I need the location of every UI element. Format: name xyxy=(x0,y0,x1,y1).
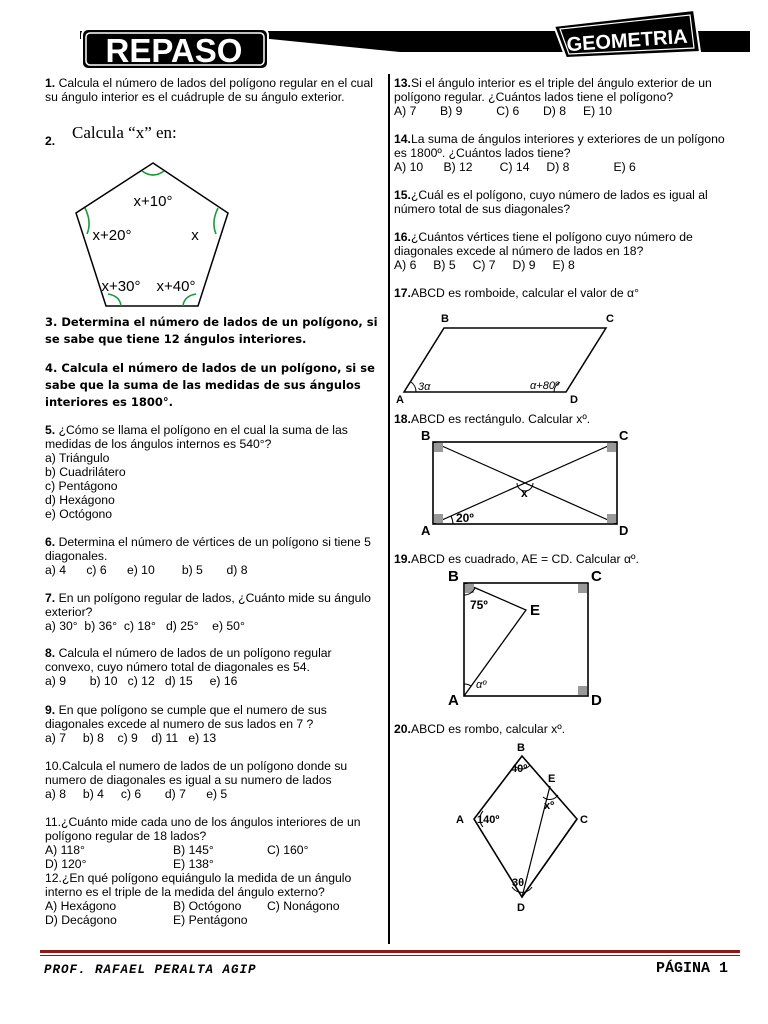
vertex-label: C xyxy=(591,569,602,585)
angle-label: x+20° xyxy=(92,227,132,244)
rhombus-figure xyxy=(450,737,650,917)
question-number: 15. xyxy=(394,188,411,202)
answer-options: a) 7 b) 8 c) 9 d) 11 e) 13 xyxy=(45,731,217,745)
page-header xyxy=(0,0,768,80)
vertex-label: D xyxy=(591,692,602,709)
answer-options: a) 30° b) 36° c) 18° d) 25° e) 50° xyxy=(45,619,245,633)
question-text: La suma de ángulos interiores y exteriores de un polígono es 1800º. ¿Cuántos lados tiene? xyxy=(394,132,725,160)
vertex-label: E xyxy=(548,773,556,785)
question-number: 7. xyxy=(45,591,56,605)
question-number: 3. xyxy=(45,315,58,329)
question-number: 18. xyxy=(394,412,411,426)
angle-label: 75º xyxy=(470,598,488,612)
angle-label: 20º xyxy=(456,511,474,525)
answer-option: E) Pentágono xyxy=(173,913,248,927)
answer-option: d) Hexágono xyxy=(45,493,115,507)
question-text: En un polígono regular de lados, ¿Cuánto mide su ángulo exterior? xyxy=(45,591,371,619)
question-text: ABCD es rombo, calcular xº. xyxy=(410,722,566,736)
vertex-label: B xyxy=(517,742,525,754)
vertex-label: C xyxy=(606,313,614,325)
question-text: ABCD es romboide, calcular el valor de α° xyxy=(410,286,639,300)
page-number: PÁGINA 1 xyxy=(655,960,728,977)
question-text: Calcula el número de lados de un polígono, si se sabe que la suma de las medidas de sus ángulos interiores es 1800°. xyxy=(45,361,375,409)
vertex-label: D xyxy=(570,394,578,403)
question-10 xyxy=(45,759,383,801)
answer-option: A) Hexágono xyxy=(45,899,117,913)
question-17 xyxy=(394,286,739,403)
question-11 xyxy=(45,815,383,871)
question-text: ¿Cuál es el polígono, cuyo número de lados es igual al número total de sus diagonales? xyxy=(394,188,708,216)
question-text: Calcula el número de lados de un polígono regular convexo, cuyo número total de diagonales es 54. xyxy=(45,646,332,674)
question-3 xyxy=(45,314,383,348)
answer-options: a) 8 b) 4 c) 6 d) 7 e) 5 xyxy=(45,787,228,801)
angle-label: x xyxy=(521,486,528,500)
answer-options xyxy=(45,899,383,927)
question-9 xyxy=(45,703,383,745)
question-text: ABCD es rectángulo. Calcular xº. xyxy=(410,412,591,426)
question-number: 14. xyxy=(394,132,411,146)
question-number: 13. xyxy=(394,76,411,90)
question-number: 9. xyxy=(45,703,56,717)
question-text: ¿Cómo se llama el polígono en el cual la suma de las medidas de los ángulos internos es 540°? xyxy=(45,423,348,451)
vertex-label: C xyxy=(580,814,588,826)
angle-label: α+80º xyxy=(530,380,559,392)
question-number: 1. xyxy=(45,76,56,90)
vertex-label: C xyxy=(619,428,629,443)
vertex-label: A xyxy=(456,814,464,826)
question-20 xyxy=(394,722,739,914)
question-12 xyxy=(45,871,383,927)
answer-option: B) Octógono xyxy=(173,899,242,913)
vertex-label: A xyxy=(448,692,459,709)
question-7 xyxy=(45,591,383,633)
answer-options: A) 10 B) 12 C) 14 D) 8 E) 6 xyxy=(394,160,636,174)
pentagon-figure xyxy=(68,148,248,318)
vertex-label: A xyxy=(421,523,431,538)
answer-option: D) Decágono xyxy=(45,913,117,927)
answer-options xyxy=(45,843,383,871)
answer-options: a) 9 b) 10 c) 12 d) 15 e) 16 xyxy=(45,674,238,688)
answer-options: A) 7 B) 9 C) 6 D) 8 E) 10 xyxy=(394,104,613,118)
column-divider xyxy=(388,74,390,944)
question-16 xyxy=(394,230,739,272)
angle-label: x+10° xyxy=(133,193,173,210)
vertex-label: B xyxy=(441,313,449,325)
angle-label: x xyxy=(191,227,199,244)
question-text: En que polígono se cumple que el numero de sus diagonales excede al numero de sus lados en 7 ? xyxy=(45,703,327,731)
footer-rule xyxy=(40,950,740,953)
footer-rule xyxy=(40,955,740,956)
question-5 xyxy=(45,423,383,521)
answer-option: e) Octógono xyxy=(45,507,113,521)
answer-options: A) 6 B) 5 C) 7 D) 9 E) 8 xyxy=(394,258,575,272)
answer-option: A) 118° xyxy=(45,843,85,857)
question-number: 16. xyxy=(394,230,411,244)
answer-option: E) 138° xyxy=(173,857,214,871)
question-8 xyxy=(45,646,383,688)
rhomboid-figure xyxy=(394,308,624,403)
question-text: Si el ángulo interior es el triple del ángulo exterior de un polígono regular. ¿Cuántos lados tiene el polígono? xyxy=(394,76,712,104)
answer-option: a) Triángulo xyxy=(45,451,110,465)
question-text: Calcula el número de lados del polígono regular en el cual su ángulo interior es el cuádruple de su ángulo exterior. xyxy=(45,76,373,104)
question-number: 17. xyxy=(394,286,411,300)
question-6 xyxy=(45,535,383,577)
answer-option: B) 145° xyxy=(173,843,214,857)
vertex-label: D xyxy=(517,902,525,914)
question-13 xyxy=(394,76,739,118)
question-text: 12.¿En qué polígono equiángulo la medida de un ángulo interno es el triple de la medida del ángulo externo? xyxy=(45,871,352,899)
question-18 xyxy=(394,412,739,538)
angle-label: 40º xyxy=(511,763,528,775)
answer-option: C) Nonágono xyxy=(267,899,340,913)
question-number: 19. xyxy=(394,552,411,566)
answer-option: D) 120° xyxy=(45,857,87,871)
footer-author: PROF. RAFAEL PERALTA AGIP xyxy=(44,963,257,977)
question-4 xyxy=(45,360,383,411)
question-15 xyxy=(394,188,739,216)
angle-label: αº xyxy=(476,679,487,691)
question-number: 6. xyxy=(45,535,56,549)
answer-option: C) 160° xyxy=(267,843,309,857)
question-text: 11.¿Cuánto mide cada uno de los ángulos interiores de un polígono regular de 18 lados? xyxy=(45,815,361,843)
answer-options: a) 4 c) 6 e) 10 b) 5 d) 8 xyxy=(45,563,248,577)
question-number: 20. xyxy=(394,722,411,736)
angle-label: 3θ xyxy=(512,877,525,889)
angle-label: xº xyxy=(544,800,555,812)
header-title: REPASO xyxy=(105,32,243,69)
vertex-label: E xyxy=(530,602,541,619)
question-19 xyxy=(394,552,739,709)
question-number: 4. xyxy=(45,361,58,375)
question-14 xyxy=(394,132,739,174)
angle-label: 140º xyxy=(477,814,500,826)
question-text: Calcula “x” en: xyxy=(72,123,177,142)
question-text: Determina el número de vértices de un polígono si tiene 5 diagonales. xyxy=(45,535,371,563)
vertex-label: D xyxy=(619,523,629,538)
angle-label: x+30° xyxy=(101,278,141,295)
question-1 xyxy=(45,76,383,104)
vertex-label: A xyxy=(396,394,404,403)
question-number: 2. xyxy=(45,134,56,148)
question-text: ¿Cuántos vértices tiene el polígono cuyo número de diagonales excede al número de lados en 18? xyxy=(394,230,693,258)
rectangle-figure xyxy=(418,428,658,543)
vertex-label: B xyxy=(421,428,431,443)
question-text: ABCD es cuadrado, AE = CD. Calcular αº. xyxy=(410,552,639,566)
question-text: Determina el número de lados de un polígono, si se sabe que tiene 12 ángulos interiores. xyxy=(45,315,378,346)
answer-option: c) Pentágono xyxy=(45,479,118,493)
question-number: 8. xyxy=(45,646,56,660)
square-figure xyxy=(444,569,674,709)
header-subject: GEOMETRIA xyxy=(565,25,689,57)
question-text: 10.Calcula el numero de lados de un polígono donde su numero de diagonales es igual a su numero de lados xyxy=(45,759,348,787)
vertex-label: B xyxy=(448,569,459,585)
question-number: 5. xyxy=(45,423,56,437)
answer-option: b) Cuadrilátero xyxy=(45,465,126,479)
angle-label: x+40° xyxy=(156,278,196,295)
angle-label: 3α xyxy=(418,381,431,393)
